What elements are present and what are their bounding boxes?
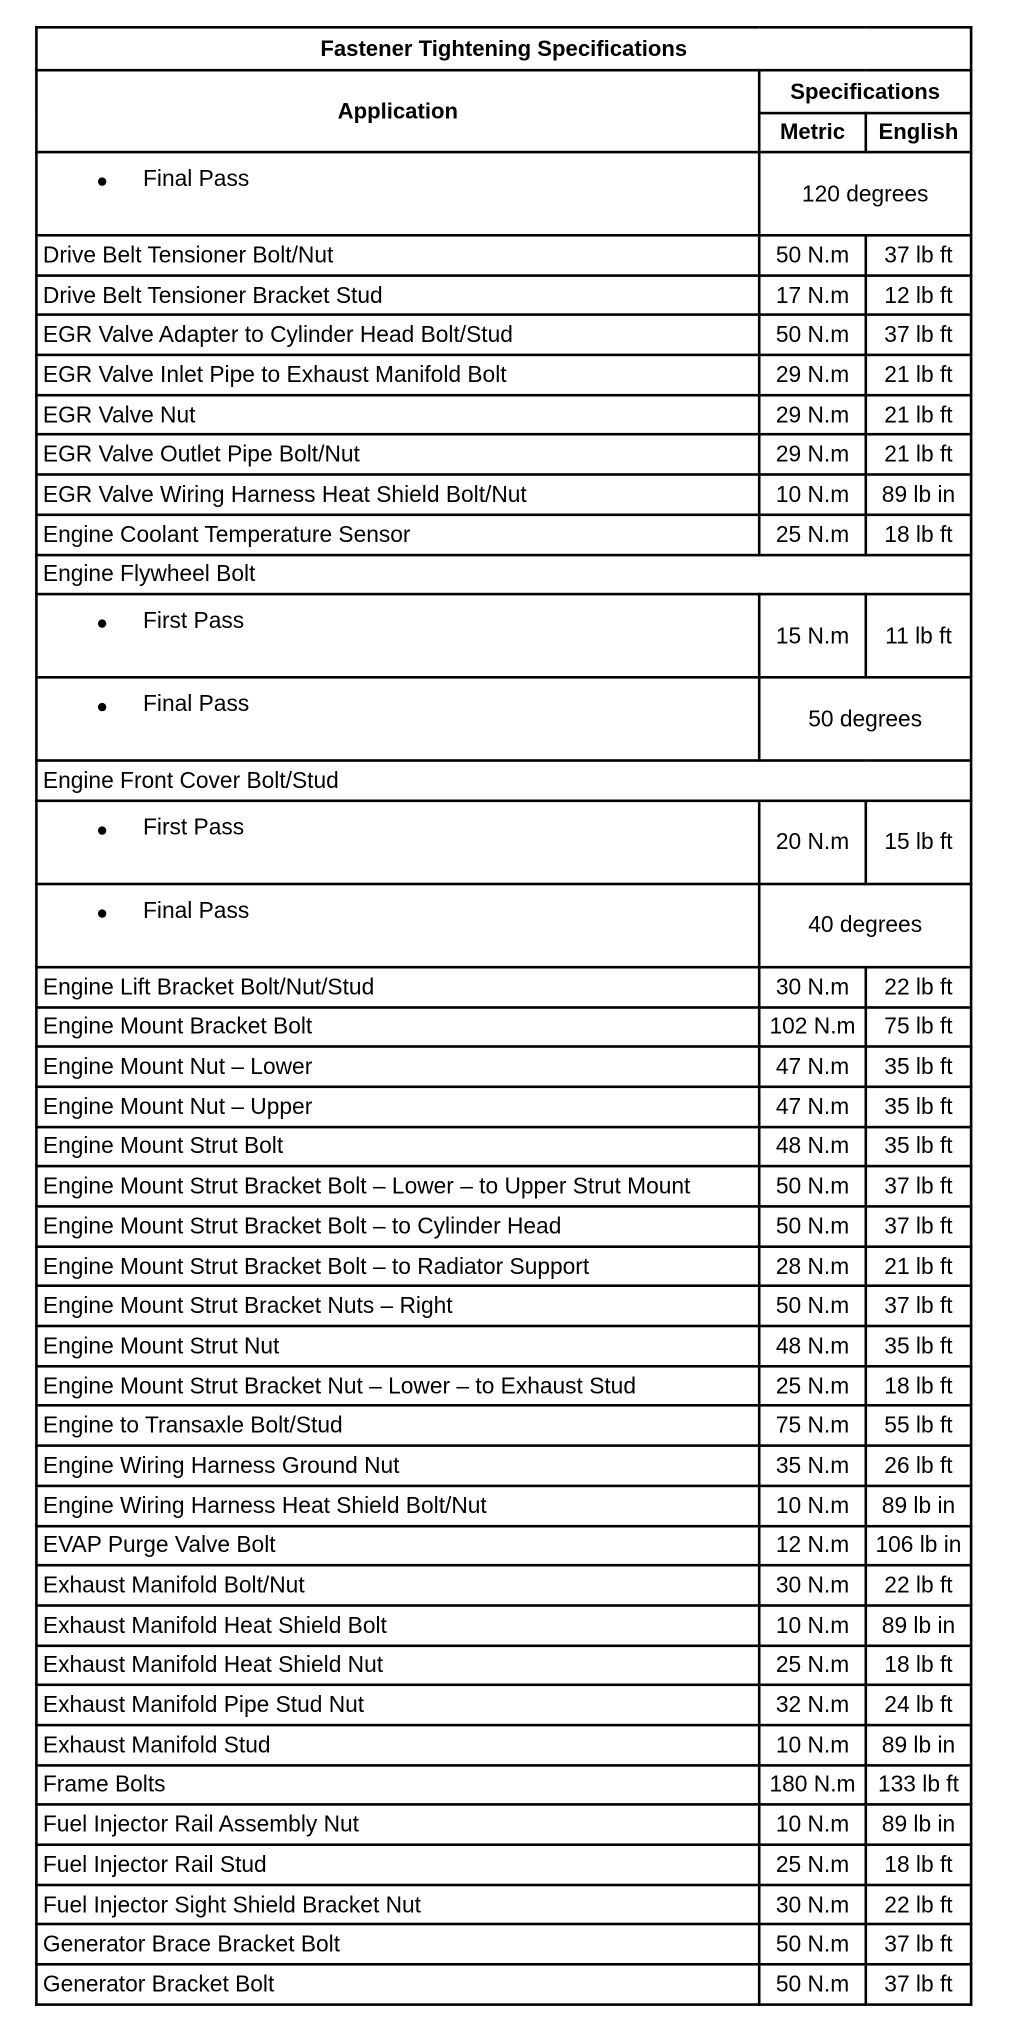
metric-value: 50 N.m: [759, 1167, 866, 1207]
bullet-icon: ●: [96, 902, 108, 925]
application-label: Exhaust Manifold Bolt/Nut: [36, 1565, 759, 1605]
english-value: 18 lb ft: [866, 1845, 971, 1885]
bullet-icon: ●: [96, 612, 108, 635]
table-row: [36, 967, 971, 1007]
application-label: Generator Bracket Bolt: [36, 1964, 759, 2004]
metric-value: 29 N.m: [759, 355, 866, 395]
english-value: 75 lb ft: [866, 1007, 971, 1047]
english-value: 21 lb ft: [866, 435, 971, 475]
table-title: Fastener Tightening Specifications: [36, 27, 971, 70]
application-label: EGR Valve Inlet Pipe to Exhaust Manifold Bolt: [36, 355, 759, 395]
metric-value: 10 N.m: [759, 1805, 866, 1845]
application-label: Generator Brace Bracket Bolt: [36, 1924, 759, 1964]
application-label: Fuel Injector Sight Shield Bracket Nut: [36, 1885, 759, 1925]
metric-value: 17 N.m: [759, 275, 866, 315]
application-label: Engine Wiring Harness Heat Shield Bolt/Nut: [36, 1486, 759, 1526]
application-label: Engine Mount Strut Bracket Nut – Lower – to Exhaust Stud: [36, 1366, 759, 1406]
application-label: Engine Lift Bracket Bolt/Nut/Stud: [36, 967, 759, 1007]
metric-value: 48 N.m: [759, 1326, 866, 1366]
application-label: Engine Mount Bracket Bolt: [36, 1007, 759, 1047]
english-value: 37 lb ft: [866, 235, 971, 275]
table-row: [36, 1127, 971, 1167]
english-value: 12 lb ft: [866, 275, 971, 315]
pass-label: First Pass: [143, 813, 245, 840]
english-value: 37 lb ft: [866, 315, 971, 355]
group-label: Engine Front Cover Bolt/Stud: [36, 761, 971, 801]
metric-value: 30 N.m: [759, 1565, 866, 1605]
pass-label: First Pass: [143, 607, 245, 634]
table-row: [36, 884, 971, 967]
application-label: Exhaust Manifold Heat Shield Bolt: [36, 1605, 759, 1645]
pass-cell: [36, 884, 759, 967]
english-value: 18 lb ft: [866, 1366, 971, 1406]
metric-value: 10 N.m: [759, 1725, 866, 1765]
metric-value: 29 N.m: [759, 435, 866, 475]
application-label: Engine Wiring Harness Ground Nut: [36, 1446, 759, 1486]
metric-value: 50 N.m: [759, 1286, 866, 1326]
english-value: 18 lb ft: [866, 515, 971, 555]
application-label: EVAP Purge Valve Bolt: [36, 1526, 759, 1566]
table-row: [36, 1326, 971, 1366]
metric-value: 50 N.m: [759, 1206, 866, 1246]
english-value: 133 lb ft: [866, 1765, 971, 1805]
table-row: [36, 1167, 971, 1207]
table-row: [36, 515, 971, 555]
english-value: 89 lb in: [866, 475, 971, 515]
metric-value: 30 N.m: [759, 967, 866, 1007]
application-label: Engine Mount Strut Nut: [36, 1326, 759, 1366]
table-row: [36, 1605, 971, 1645]
application-label: Engine Mount Nut – Upper: [36, 1087, 759, 1127]
pass-cell: [36, 678, 759, 761]
application-label: Fuel Injector Rail Stud: [36, 1845, 759, 1885]
metric-value: 50 N.m: [759, 1924, 866, 1964]
application-label: Engine Mount Strut Bracket Bolt – to Radiator Support: [36, 1246, 759, 1286]
english-value: 37 lb ft: [866, 1206, 971, 1246]
english-value: 22 lb ft: [866, 1565, 971, 1605]
metric-value: 29 N.m: [759, 395, 866, 435]
english-value: 24 lb ft: [866, 1685, 971, 1725]
application-label: Engine Mount Strut Bracket Nuts – Right: [36, 1286, 759, 1326]
english-value: 11 lb ft: [866, 594, 971, 677]
metric-value: 20 N.m: [759, 801, 866, 884]
metric-value: 75 N.m: [759, 1406, 866, 1446]
application-label: Engine Coolant Temperature Sensor: [36, 515, 759, 555]
table-row: [36, 1087, 971, 1127]
metric-value: 15 N.m: [759, 594, 866, 677]
metric-value: 47 N.m: [759, 1047, 866, 1087]
english-value: 21 lb ft: [866, 395, 971, 435]
english-value: 89 lb in: [866, 1486, 971, 1526]
merged-spec-value: 40 degrees: [759, 884, 971, 967]
english-value: 89 lb in: [866, 1805, 971, 1845]
english-value: 55 lb ft: [866, 1406, 971, 1446]
metric-value: 48 N.m: [759, 1127, 866, 1167]
application-label: EGR Valve Adapter to Cylinder Head Bolt/Stud: [36, 315, 759, 355]
merged-spec-value: 50 degrees: [759, 678, 971, 761]
metric-value: 50 N.m: [759, 315, 866, 355]
english-header: English: [866, 113, 971, 152]
english-value: 21 lb ft: [866, 1246, 971, 1286]
application-label: Engine to Transaxle Bolt/Stud: [36, 1406, 759, 1446]
application-label: EGR Valve Wiring Harness Heat Shield Bolt/Nut: [36, 475, 759, 515]
metric-value: 25 N.m: [759, 1845, 866, 1885]
specifications-header: Specifications: [759, 70, 971, 113]
table-row: [36, 1486, 971, 1526]
metric-value: 10 N.m: [759, 1605, 866, 1645]
table-row: [36, 1526, 971, 1566]
metric-value: 25 N.m: [759, 1645, 866, 1685]
table-row: [36, 235, 971, 275]
table-row: [36, 1007, 971, 1047]
metric-value: 25 N.m: [759, 1366, 866, 1406]
metric-header: Metric: [759, 113, 866, 152]
application-label: Engine Mount Strut Bolt: [36, 1127, 759, 1167]
metric-value: 25 N.m: [759, 515, 866, 555]
table-row: [36, 315, 971, 355]
application-label: EGR Valve Nut: [36, 395, 759, 435]
english-value: 106 lb in: [866, 1526, 971, 1566]
table-row: [36, 475, 971, 515]
english-value: 18 lb ft: [866, 1645, 971, 1685]
english-value: 35 lb ft: [866, 1087, 971, 1127]
metric-value: 12 N.m: [759, 1526, 866, 1566]
table-row: [36, 435, 971, 475]
table-row: [36, 554, 971, 594]
table-row: [36, 1845, 971, 1885]
english-value: 37 lb ft: [866, 1167, 971, 1207]
english-value: 35 lb ft: [866, 1127, 971, 1167]
metric-value: 102 N.m: [759, 1007, 866, 1047]
english-value: 89 lb in: [866, 1605, 971, 1645]
table-row: [36, 1725, 971, 1765]
table-row: [36, 678, 971, 761]
table-row: [36, 1246, 971, 1286]
fastener-spec-table: [35, 26, 972, 2006]
table-row: [36, 1765, 971, 1805]
application-label: Exhaust Manifold Heat Shield Nut: [36, 1645, 759, 1685]
english-value: 35 lb ft: [866, 1326, 971, 1366]
application-label: EGR Valve Outlet Pipe Bolt/Nut: [36, 435, 759, 475]
application-label: Fuel Injector Rail Assembly Nut: [36, 1805, 759, 1845]
table-row: [36, 801, 971, 884]
pass-cell: [36, 801, 759, 884]
table-row: [36, 1964, 971, 2004]
english-value: 15 lb ft: [866, 801, 971, 884]
table-row: [36, 1565, 971, 1605]
table-row: [36, 1286, 971, 1326]
english-value: 89 lb in: [866, 1725, 971, 1765]
english-value: 35 lb ft: [866, 1047, 971, 1087]
metric-value: 50 N.m: [759, 235, 866, 275]
table-row: [36, 1805, 971, 1845]
metric-value: 50 N.m: [759, 1964, 866, 2004]
metric-value: 47 N.m: [759, 1087, 866, 1127]
table-row: [36, 1366, 971, 1406]
metric-value: 30 N.m: [759, 1885, 866, 1925]
pass-cell: [36, 594, 759, 677]
table-body: [36, 152, 971, 2004]
application-label: Engine Mount Strut Bracket Bolt – Lower – to Upper Strut Mount: [36, 1167, 759, 1207]
table-row: [36, 1206, 971, 1246]
table-row: [36, 275, 971, 315]
metric-value: 10 N.m: [759, 475, 866, 515]
pass-cell: [36, 152, 759, 235]
group-label: Engine Flywheel Bolt: [36, 554, 971, 594]
application-label: Engine Mount Strut Bracket Bolt – to Cylinder Head: [36, 1206, 759, 1246]
english-value: 37 lb ft: [866, 1924, 971, 1964]
table-row: [36, 594, 971, 677]
pass-label: Final Pass: [143, 896, 250, 923]
table-row: [36, 1885, 971, 1925]
table-row: [36, 761, 971, 801]
bullet-icon: ●: [96, 170, 108, 193]
merged-spec-value: 120 degrees: [759, 152, 971, 235]
application-label: Drive Belt Tensioner Bolt/Nut: [36, 235, 759, 275]
bullet-icon: ●: [96, 818, 108, 841]
application-label: Drive Belt Tensioner Bracket Stud: [36, 275, 759, 315]
table-row: [36, 1406, 971, 1446]
application-header: Application: [36, 70, 759, 152]
metric-value: 32 N.m: [759, 1685, 866, 1725]
application-label: Engine Mount Nut – Lower: [36, 1047, 759, 1087]
table-row: [36, 1047, 971, 1087]
table-row: [36, 1924, 971, 1964]
table-row: [36, 1685, 971, 1725]
metric-value: 10 N.m: [759, 1486, 866, 1526]
metric-value: 28 N.m: [759, 1246, 866, 1286]
application-label: Frame Bolts: [36, 1765, 759, 1805]
english-value: 21 lb ft: [866, 355, 971, 395]
table-row: [36, 152, 971, 235]
english-value: 22 lb ft: [866, 1885, 971, 1925]
pass-label: Final Pass: [143, 165, 250, 192]
application-label: Exhaust Manifold Stud: [36, 1725, 759, 1765]
application-label: Exhaust Manifold Pipe Stud Nut: [36, 1685, 759, 1725]
table-row: [36, 1645, 971, 1685]
metric-value: 35 N.m: [759, 1446, 866, 1486]
bullet-icon: ●: [96, 695, 108, 718]
table-row: [36, 395, 971, 435]
english-value: 37 lb ft: [866, 1964, 971, 2004]
table-row: [36, 1446, 971, 1486]
pass-label: Final Pass: [143, 690, 250, 717]
metric-value: 180 N.m: [759, 1765, 866, 1805]
table-row: [36, 355, 971, 395]
english-value: 37 lb ft: [866, 1286, 971, 1326]
english-value: 22 lb ft: [866, 967, 971, 1007]
english-value: 26 lb ft: [866, 1446, 971, 1486]
